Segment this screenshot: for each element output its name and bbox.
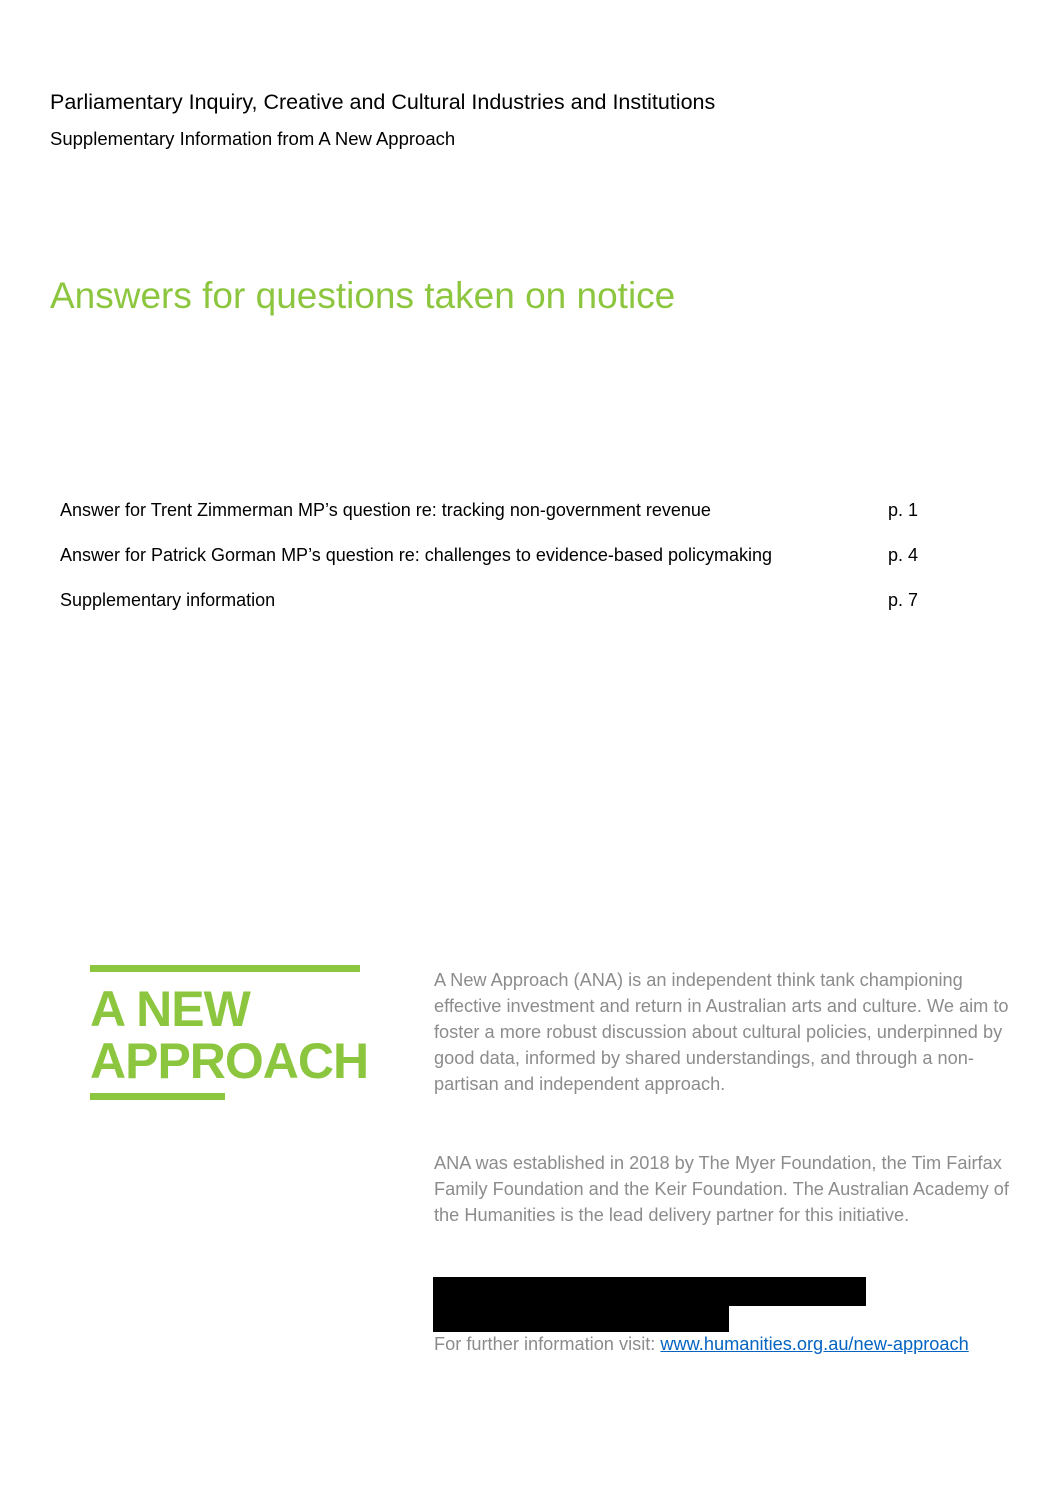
about-paragraph-1: A New Approach (ANA) is an independent think tank championing effective investment and return in Australian arts and culture. We aim to foster a more robust discussion about cultural policies, underpinned by good data, informed by shared understandings, and through a non-partisan and independent approach. [434,970,1009,1094]
redaction-bar [433,1277,866,1306]
toc-page: p. 1 [888,500,919,520]
toc-label: Answer for Patrick Gorman MP’s question re: challenges to evidence-based policymaking [60,545,773,565]
logo-line-1: A NEW [90,981,250,1037]
humanities-link[interactable]: www.humanities.org.au/new-approach [660,1334,969,1354]
toc-row [60,545,930,590]
toc-page: p. 4 [888,545,919,565]
toc-page: p. 7 [888,590,919,610]
toc-label: Supplementary information [60,590,276,610]
further-info-label: For further information visit: [434,1334,661,1354]
page-heading: Answers for questions taken on notice [50,275,676,316]
redaction-bar [433,1305,729,1332]
document-title: Parliamentary Inquiry, Creative and Cultural Industries and Institutions [50,90,716,114]
table-of-contents [60,500,930,635]
toc-label: Answer for Trent Zimmerman MP’s question re: tracking non-government revenue [60,500,711,520]
logo-wordmark [90,983,368,1087]
about-paragraph-2: ANA was established in 2018 by The Myer Foundation, the Tim Fairfax Family Foundation and the Keir Foundation. The Australian Academy of the Humanities is the lead delivery partner for this initiative. [434,1153,1009,1225]
toc-row [60,500,930,545]
document-subtitle: Supplementary Information from A New Approach [50,128,456,149]
toc-row [60,590,930,635]
further-info [434,1331,994,1357]
about-section [434,967,1019,1225]
logo-bottom-bar [90,1093,225,1100]
logo-line-2: APPROACH [90,1033,369,1089]
logo-top-bar [90,965,360,972]
